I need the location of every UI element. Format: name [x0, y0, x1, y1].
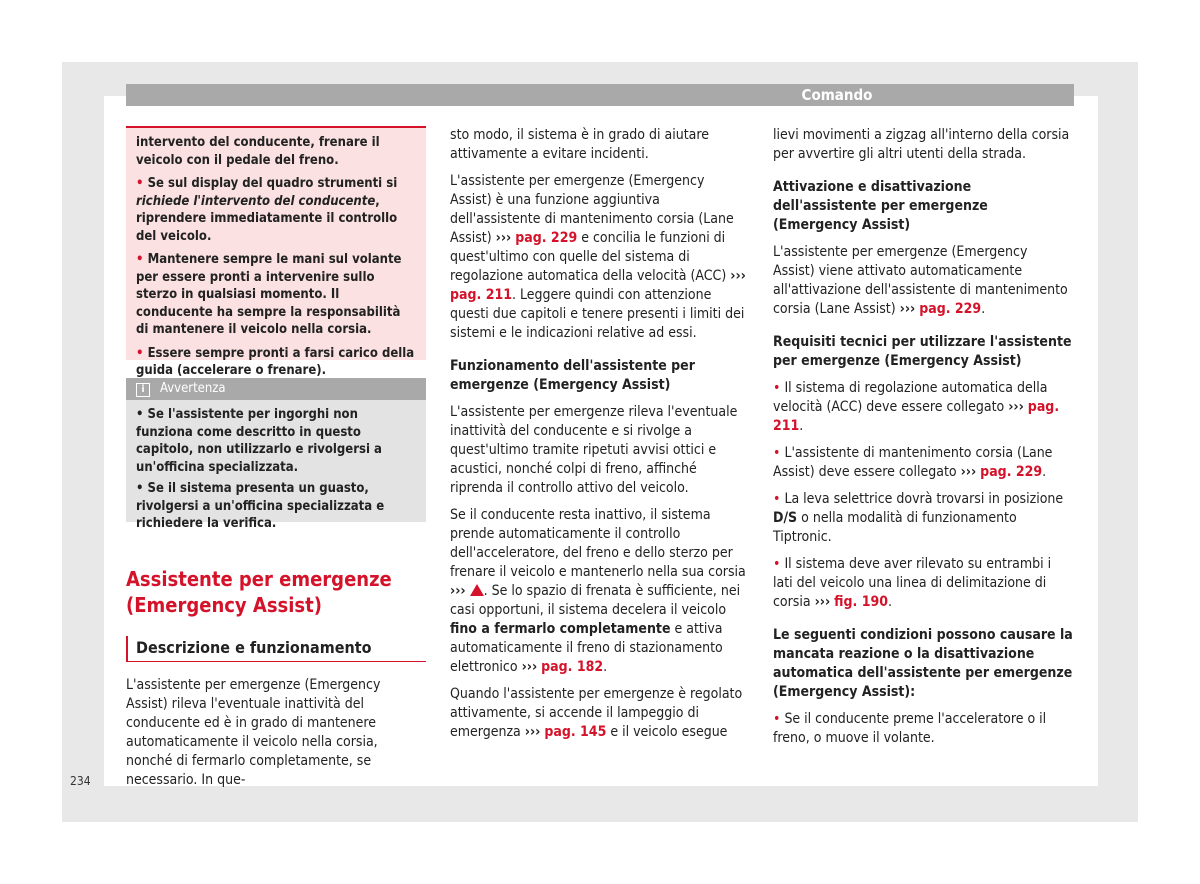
- warning-triangle-icon: [470, 584, 484, 596]
- page-link[interactable]: pag. 229: [515, 230, 578, 246]
- c2-paragraph-4: Se il conducente resta inattivo, il sistema prende automaticamente il controllo dell'acceleratore, del freno e dello sterzo per frenare il veicolo e mantenerlo nella sua corsia ››› . Se lo spazio di frenata è sufficiente, nei casi opportuni, il sistema decelera il veicolo fino a fermarlo completamente e attiva automaticamente il freno di stazionamento elettronico ››› pag. 182.: [450, 507, 746, 675]
- section-header-bar: [126, 84, 1074, 106]
- c3-bullet-3: • La leva selettrice dovrà trovarsi in posizione D/S o nella modalità di funzionamento Tiptronic.: [773, 491, 1064, 545]
- c2-paragraph-2: L'assistente per emergenze (Emergency Assist) è una funzione aggiuntiva dell'assistente di mantenimento corsia (Lane Assist) ››› pag. 229 e concilia le funzioni di quest'ultimo con quelle del sistema di regolazione automatica della velocità (ACC) ››› pag. 211. Leggere quindi con attenzione questi due capitoli e tenere presenti i limiti dei sistemi e le indicazioni relative ad essi.: [450, 173, 746, 341]
- info-icon: i: [136, 383, 150, 397]
- column-2: [450, 126, 750, 750]
- warning-item-1: • Se sul display del quadro strumenti si richiede l'intervento del conducente, riprendere immediatamente il controllo del veicolo.: [136, 176, 398, 244]
- page-link[interactable]: pag. 229: [980, 464, 1043, 480]
- c3-paragraph-1: lievi movimenti a zigzag all'interno della corsia per avvertire gli altri utenti della strada.: [773, 127, 1070, 162]
- double-arrow-icon: ›››: [524, 724, 541, 740]
- page-link[interactable]: pag. 145: [544, 724, 607, 740]
- c2-paragraph-3: L'assistente per emergenze rileva l'eventuale inattività del conducente e si rivolge a quest'ultimo tramite ripetuti avvisi ottici e acustici, nonché colpi di freno, affinché riprenda il controllo attivo del veicolo.: [450, 404, 738, 496]
- section-header-title: Comando: [801, 86, 873, 104]
- warning-text-0: intervento del conducente, frenare il veicolo con il pedale del freno.: [136, 135, 380, 168]
- double-arrow-icon: ›››: [960, 464, 977, 480]
- warning-box: [126, 126, 426, 378]
- double-arrow-icon: ›››: [450, 583, 466, 599]
- bullet-icon: •: [136, 252, 144, 267]
- note-item-2: • Se il sistema presenta un guasto, rivolgersi a un'officina specializzata e richiedere la verifica.: [136, 481, 385, 531]
- note-item-1: • Se l'assistente per ingorghi non funziona come descritto in questo capitolo, non utilizzarlo e rivolgersi a un'officina specializzata.: [136, 407, 382, 475]
- bullet-icon: •: [136, 176, 144, 191]
- c3-paragraph-2: L'assistente per emergenze (Emergency Assist) viene attivato automaticamente all'attivazione dell'assistente di mantenimento corsia (Lane Assist) ››› pag. 229.: [773, 244, 1068, 317]
- c3-bullet-1: • Il sistema di regolazione automatica della velocità (ACC) deve essere collegato ››› pag. 211.: [773, 380, 1060, 434]
- c2-paragraph-5: Quando l'assistente per emergenze è regolato attivamente, si accende il lampeggio di emergenza ››› pag. 145 e il veicolo esegue: [450, 686, 743, 740]
- warning-item-3: • Essere sempre pronti a farsi carico della guida (accelerare o frenare).: [136, 345, 415, 378]
- double-arrow-icon: ›››: [495, 230, 512, 246]
- double-arrow-icon: ›››: [1008, 399, 1024, 415]
- note-title: Avvertenza: [160, 381, 226, 396]
- c3-heading-2: Requisiti tecnici per utilizzare l'assistente per emergenze (Emergency Assist): [773, 334, 1072, 369]
- subsection-title: Descrizione e funzionamento: [126, 636, 426, 662]
- column-3: [773, 126, 1073, 756]
- page-link[interactable]: pag. 182: [541, 659, 604, 675]
- page-link[interactable]: pag. 229: [919, 301, 982, 317]
- section-title: Assistente per emergenze (Emergency Assist): [126, 567, 392, 617]
- c2-heading: Funzionamento dell'assistente per emergenze (Emergency Assist): [450, 358, 695, 393]
- c2-paragraph-1: sto modo, il sistema è in grado di aiutare attivamente a evitare incidenti.: [450, 127, 709, 162]
- double-arrow-icon: ›››: [814, 594, 831, 610]
- c3-bullet-5: • Se il conducente preme l'acceleratore o il freno, o muove il volante.: [773, 711, 1047, 746]
- figure-link[interactable]: fig. 190: [834, 594, 888, 610]
- note-header: [126, 378, 426, 400]
- page-number: 234: [70, 774, 91, 788]
- c3-heading-3: Le seguenti condizioni possono causare la mancata reazione o la disattivazione automatica dell'assistente per emergenze (Emergency Assist):: [773, 627, 1073, 700]
- note-box: [126, 378, 426, 531]
- double-arrow-icon: ›››: [899, 301, 916, 317]
- warning-item-2: • Mantenere sempre le mani sul volante per essere pronti a intervenire sullo sterzo in qualsiasi momento. Il conducente ha sempre la responsabilità di mantenere il veicolo nella corsia.: [136, 252, 402, 337]
- double-arrow-icon: ›››: [730, 268, 746, 284]
- bullet-icon: •: [136, 345, 144, 361]
- c3-bullet-2: • L'assistente di mantenimento corsia (Lane Assist) deve essere collegato ››› pag. 229.: [773, 445, 1053, 480]
- c3-bullet-4: • Il sistema deve aver rilevato su entrambi i lati del veicolo una linea di delimitazione di corsia ››› fig. 190.: [773, 556, 1052, 610]
- intro-paragraph: L'assistente per emergenze (Emergency Assist) rileva l'eventuale inattività del conducente ed è in grado di mantenere automaticamente il veicolo nella corsia, nonché di fermarlo completamente, se necessario. In que-: [126, 677, 381, 788]
- double-arrow-icon: ›››: [521, 659, 538, 675]
- page-link[interactable]: pag. 211: [773, 399, 1060, 434]
- c3-heading-1: Attivazione e disattivazione dell'assistente per emergenze (Emergency Assist): [773, 179, 988, 233]
- page-link[interactable]: pag. 211: [450, 287, 512, 303]
